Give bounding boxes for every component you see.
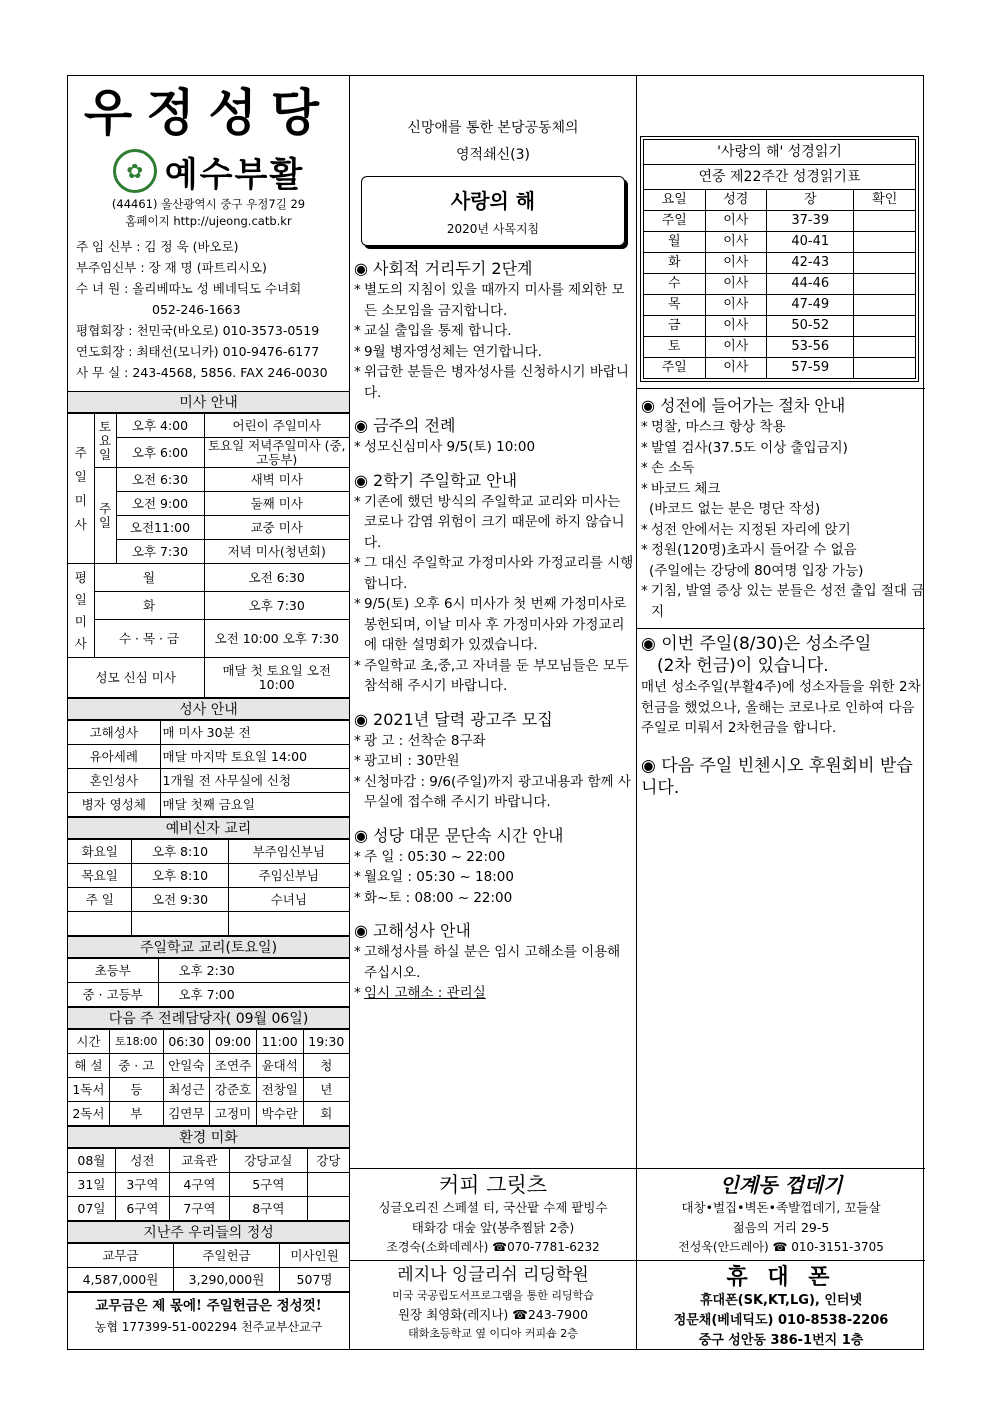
parish-logo-icon: ✿ [113, 149, 157, 193]
sacrament-info: 매달 마지막 토요일 14:00 [160, 745, 349, 769]
season-title: 예수부활 [164, 154, 305, 195]
pastoral-box [361, 176, 625, 246]
notice-block [350, 709, 636, 813]
env-cell: 3구역 [115, 1173, 169, 1197]
intro-line1: 신망애를 통한 본당공동체의 [407, 120, 579, 136]
ad-restaurant [637, 1172, 925, 1256]
offering-slogan: 교무금은 제 몫에! 주일헌금은 정성껏! [68, 1292, 349, 1319]
env-cell: 8구역 [230, 1197, 308, 1221]
ad-line: 원장 최영화(레지나) ☎243-7900 [397, 1307, 589, 1322]
offering-head: 미사인원 [280, 1244, 349, 1268]
bible-cell: 이사 [705, 232, 767, 253]
bible-cell [854, 295, 916, 316]
sacrament: 유아세례 [68, 745, 160, 769]
notice-heading: ◉ 2학기 주일학교 안내 [354, 470, 518, 490]
mass-name: 토요일 저녁주일미사 (중,고등부) [204, 438, 349, 468]
bible-reading-box [640, 136, 919, 382]
liturgy-cell: 최성근 [163, 1078, 210, 1102]
notice-heading: ◉ 고해성사 안내 [354, 921, 471, 940]
liturgy-head: 19:30 [303, 1030, 349, 1054]
notice-item: * 월요일 : 05:30 ~ 18:00 [354, 869, 514, 885]
school-level: 중 · 고등부 [68, 983, 158, 1007]
right-column [637, 76, 925, 1349]
entry-item: * 기침, 발열 증상 있는 분들은 성전 출입 절대 금지 [641, 583, 925, 620]
liturgy-cell: 윤대석 [256, 1054, 303, 1078]
env-head: 08월 [68, 1149, 115, 1173]
mass-time: 오후 6:00 [116, 438, 204, 468]
liturgy-cell: 2독서 [68, 1102, 109, 1126]
bible-cell: 금 [644, 316, 706, 337]
offering-head: 주일헌금 [173, 1244, 279, 1268]
bible-head: 성경 [705, 190, 767, 211]
ad-line: 미국 국공립도서프로그램을 통한 리딩학습 [392, 1289, 594, 1302]
env-cell: 31일 [68, 1173, 115, 1197]
liturgy-cell: 강준호 [210, 1078, 257, 1102]
notice-item: * 주일학교 초,중,고 자녀를 둔 부모님들은 모두 참석해 주시기 바랍니다. [354, 657, 629, 694]
weekday-time: 오전 6:30 [204, 564, 349, 592]
bible-head: 확인 [854, 190, 916, 211]
sacrament-info: 매 미사 30분 전 [160, 721, 349, 745]
bible-cell [854, 274, 916, 295]
notice-blocks [350, 258, 636, 1004]
ad-phone [637, 1263, 925, 1351]
bible-cell: 수 [644, 274, 706, 295]
env-cell [307, 1173, 349, 1197]
staff-row: 부주임신부 : 장 재 명 (파트리시오) [76, 260, 267, 275]
bible-cell: 이사 [705, 358, 767, 379]
notice-item: * 교실 출입을 통제 합니다. [354, 323, 512, 339]
class-teacher: 주임신부님 [228, 864, 349, 888]
catechumen-table [68, 839, 349, 936]
sacrament: 혼인성사 [68, 769, 160, 793]
bank-account: 농협 177399-51-002294 천주교부산교구 [94, 1320, 323, 1334]
bible-cell: 47-49 [767, 295, 854, 316]
bible-cell [854, 337, 916, 358]
staff-row: 052-246-1663 [152, 302, 241, 317]
env-cell: 7구역 [169, 1197, 229, 1221]
liturgy-head: 토18:00 [109, 1030, 163, 1054]
entry-procedure [637, 395, 925, 622]
notice-item: * 그 대신 주일학교 가정미사와 가정교리를 시행 합니다. [354, 555, 634, 592]
entry-heading: ◉ 성전에 들어가는 절차 안내 [641, 396, 846, 415]
notice-heading: ◉ 금주의 전례 [354, 416, 456, 435]
ad-line: 젊음의 거리 29-5 [732, 1220, 830, 1235]
ad-line: 중구 성안동 386-1번지 1층 [698, 1333, 864, 1348]
offering-title: 지난주 우리들의 정성 [68, 1221, 349, 1243]
notice-item: * 주 일 : 05:30 ~ 22:00 [354, 848, 506, 865]
bible-cell: 주일 [644, 358, 706, 379]
liturgy-table [68, 1029, 349, 1126]
middle-column [350, 76, 637, 1349]
env-head: 교육관 [169, 1149, 229, 1173]
entry-item: (바코드 없는 분은 명단 작성) [649, 501, 821, 517]
bible-cell: 이사 [705, 274, 767, 295]
notice-block [350, 920, 636, 1004]
vocation-body: 매년 성소주일(부활4주)에 성소자들을 위한 2차헌금을 했었으나, 올해는 코로나로 인하여 다음 주일로 미뤄서 2차헌금을 합니다. [641, 679, 921, 736]
bible-cell [854, 358, 916, 379]
vocation-heading: ◉ 이번 주일(8/30)은 성소주일 [641, 634, 872, 654]
mass-name: 교중 미사 [204, 516, 349, 540]
liturgy-cell: 조연주 [210, 1054, 257, 1078]
ad-line: 정문채(베네딕도) 010-8538-2206 [673, 1313, 889, 1328]
liturgy-head: 11:00 [256, 1030, 303, 1054]
bible-cell [854, 211, 916, 232]
homepage: 홈페이지 http://ujeong.catb.kr [125, 214, 292, 228]
mass-name: 둘째 미사 [204, 492, 349, 516]
ad-line: 조경숙(소화데레사) ☎070-7781-6232 [386, 1240, 600, 1254]
sunday-label: 주일 [94, 468, 116, 564]
weekday-mass-label: 평일미사 [68, 564, 94, 658]
bible-row [644, 295, 916, 316]
staff-row: 주 임 신부 : 김 정 욱 (바오로) [76, 239, 239, 254]
weekday: 월 [94, 564, 204, 592]
saturday-label: 토요일 [94, 414, 116, 468]
env-cell: 4구역 [169, 1173, 229, 1197]
bible-row [644, 211, 916, 232]
bible-cell: 57-59 [767, 358, 854, 379]
liturgy-cell: 년 [303, 1078, 349, 1102]
ad-line: 휴대폰(SK,KT,LG), 인터넷 [699, 1293, 863, 1308]
liturgy-cell: 안일숙 [163, 1054, 210, 1078]
sacrament-table [68, 720, 349, 817]
entry-item: * 성전 안에서는 지정된 자리에 앉기 [641, 521, 851, 538]
bible-cell [854, 253, 916, 274]
mass-time: 오후 7:30 [116, 540, 204, 564]
liturgy-cell: 해 설 [68, 1054, 109, 1078]
bible-cell [854, 316, 916, 337]
entry-item: * 발열 검사(37.5도 이상 출입금지) [641, 439, 848, 456]
ad-line: 대창•벌집•벽돈•족발껍데기, 꼬들살 [681, 1200, 881, 1215]
env-head: 강당교실 [230, 1149, 308, 1173]
mass-time: 오전 9:00 [116, 492, 204, 516]
bible-row [644, 337, 916, 358]
offering-head: 교무금 [68, 1244, 173, 1268]
sunday-mass-label: 주일미사 [68, 414, 94, 564]
vocation-heading: (2차 헌금)이 있습니다. [657, 656, 829, 676]
ad-title: 인계동 껍데기 [719, 1173, 843, 1197]
ad-line: 태화초등학교 옆 이디아 커피숍 2층 [408, 1327, 578, 1340]
notice-item: * 별도의 지침이 있을 때까지 미사를 제외한 모든 소모임을 금지합니다. [354, 282, 625, 319]
liturgy-cell: 전창일 [256, 1078, 303, 1102]
bible-row [644, 358, 916, 379]
weekday-time: 오후 7:30 [204, 592, 349, 620]
bible-cell: 화 [644, 253, 706, 274]
bible-cell: 주일 [644, 211, 706, 232]
vincent-notice [637, 755, 925, 799]
notice-item: * 9월 병자영성체는 연기합니다. [354, 343, 542, 360]
sacrament-info: 1개월 전 사무실에 신청 [160, 769, 349, 793]
class-teacher: 부주임신부님 [228, 840, 349, 864]
env-head: 강당 [307, 1149, 349, 1173]
catechumen-title: 예비신자 교리 [68, 817, 349, 839]
bible-cell: 이사 [705, 295, 767, 316]
vincent-heading: ◉ 다음 주일 빈첸시오 후원회비 받습니다. [641, 755, 913, 798]
env-table [68, 1148, 349, 1221]
entry-item: * 손 소독 [641, 460, 695, 476]
env-cell: 07일 [68, 1197, 115, 1221]
class-day: 주 일 [68, 888, 132, 912]
ad-title: 커피 그릿츠 [438, 1173, 548, 1197]
mass-table [68, 413, 349, 698]
env-cell [307, 1197, 349, 1221]
staff-list [68, 236, 349, 383]
notice-item: * 광 고 : 선착순 8구좌 [354, 732, 486, 749]
bible-cell: 토 [644, 337, 706, 358]
entry-item: (주일에는 강당에 80여명 입장 가능) [649, 562, 864, 579]
school-time: 오후 2:30 [158, 959, 349, 983]
mass-name: 저녁 미사(청년회) [204, 540, 349, 564]
liturgy-cell: 박수란 [256, 1102, 303, 1126]
mass-time: 오후 4:00 [116, 414, 204, 438]
bible-cell: 53-56 [767, 337, 854, 358]
liturgy-head: 시간 [68, 1030, 109, 1054]
notice-block [350, 415, 636, 458]
env-head: 성전 [115, 1149, 169, 1173]
notice-item: * 신청마감 : 9/6(주일)까지 광고내용과 함께 사무실에 접수해 주시기 바랍니다. [354, 773, 631, 810]
mass-time: 오전 6:30 [116, 468, 204, 492]
env-title: 환경 미화 [68, 1126, 349, 1148]
notice-block [350, 470, 636, 697]
entry-item: * 바코드 체크 [641, 480, 721, 497]
weekday: 화 [94, 592, 204, 620]
bible-subtitle: 연중 제22주간 성경읽기표 [643, 164, 916, 189]
mass-name: 어린이 주일미사 [204, 414, 349, 438]
mass-title: 미사 안내 [68, 391, 349, 413]
sunday-school-title: 주일학교 교리(토요일) [68, 936, 349, 958]
pastoral-title: 사랑의 해 [450, 189, 536, 213]
liturgy-cell: 중 · 고 [109, 1054, 163, 1078]
notice-item: * 광고비 : 30만원 [354, 753, 460, 769]
liturgy-cell: 등 [109, 1078, 163, 1102]
bible-row [644, 274, 916, 295]
notice-item: * 고해성사를 하실 분은 임시 고해소를 이용해 주십시오. [354, 944, 621, 981]
liturgy-head: 09:00 [210, 1030, 257, 1054]
bible-table [643, 189, 916, 379]
ad-title: 레지나 잉글리쉬 리딩학원 [397, 1265, 589, 1285]
liturgy-cell: 부 [109, 1102, 163, 1126]
ad-coffee [350, 1172, 636, 1256]
school-time: 오후 7:00 [158, 983, 349, 1007]
notice-item: * 9/5(토) 오후 6시 미사가 첫 번째 가정미사로 봉헌되며, 이날 미사 후 가정미사와 가정교리에 대한 설명회가 있겠습니다. [354, 596, 627, 653]
liturgy-cell: 김연무 [163, 1102, 210, 1126]
weekday: 수 · 목 · 금 [94, 620, 204, 658]
bible-cell: 목 [644, 295, 706, 316]
bible-cell: 이사 [705, 316, 767, 337]
left-column [68, 76, 350, 1349]
bible-cell: 42-43 [767, 253, 854, 274]
mass-time: 오전11:00 [116, 516, 204, 540]
school-level: 초등부 [68, 959, 158, 983]
class-day: 목요일 [68, 864, 132, 888]
bible-head: 요일 [644, 190, 706, 211]
bible-cell: 50-52 [767, 316, 854, 337]
liturgy-head: 06:30 [163, 1030, 210, 1054]
bible-row [644, 316, 916, 337]
offering-value: 4,587,000원 [68, 1268, 173, 1292]
entry-item: * 정원(120명)초과시 들어갈 수 없음 [641, 542, 857, 558]
notice-item: * 성모신심미사 9/5(토) 10:00 [354, 439, 536, 455]
bible-row [644, 253, 916, 274]
class-time: 오후 8:10 [132, 840, 228, 864]
notice-item: * 화~토 : 08:00 ~ 22:00 [354, 889, 513, 906]
logo-row [68, 146, 349, 196]
sacrament-info: 매달 첫째 금요일 [160, 793, 349, 817]
bible-cell [854, 232, 916, 253]
sacrament-title: 성사 안내 [68, 698, 349, 720]
bible-title: '사랑의 해' 성경읽기 [643, 139, 916, 164]
sacrament: 병자 영성체 [68, 793, 160, 817]
bible-cell: 44-46 [767, 274, 854, 295]
bible-head: 장 [767, 190, 854, 211]
pastoral-subtitle: 2020년 사목지침 [446, 222, 540, 236]
notice-heading: ◉ 성당 대문 문단속 시간 안내 [354, 825, 564, 845]
address: (44461) 울산광역시 중구 우정7길 29 [111, 197, 306, 211]
bible-row [644, 232, 916, 253]
liturgy-cell: 고정미 [210, 1102, 257, 1126]
class-time: 오전 9:30 [132, 888, 228, 912]
ad-line: 태화강 대숲 앞(봉추찜닭 2층) [411, 1220, 575, 1235]
mother-mass-time: 매달 첫 토요일 오전 10:00 [204, 658, 349, 698]
ad-academy [350, 1263, 636, 1343]
bulletin-page [67, 75, 924, 1350]
staff-row: 수 녀 원 : 올리베따노 성 베네딕도 수녀회 [76, 281, 302, 296]
offering-value: 3,290,000원 [173, 1268, 279, 1292]
bible-cell: 이사 [705, 211, 767, 232]
vocation-sunday [637, 633, 925, 739]
intro-line2: 영적쇄신(3) [456, 147, 530, 163]
notice-item: * 기존에 했던 방식의 주일학교 교리와 미사는 코로나 감염 위험이 크기 때문에 하지 않습니다. [354, 493, 625, 551]
parish-name: 우정성당 [83, 83, 334, 142]
liturgy-cell: 1독서 [68, 1078, 109, 1102]
sunday-school-table [68, 958, 349, 1007]
liturgy-title: 다음 주 전례담당자( 09월 06일) [68, 1007, 349, 1029]
sacrament: 고해성사 [68, 721, 160, 745]
weekday-time: 오전 10:00 오후 7:30 [204, 620, 349, 658]
notice-block [350, 825, 636, 909]
offering-table [68, 1243, 349, 1292]
entry-item: * 명찰, 마스크 항상 착용 [641, 419, 786, 435]
staff-row: 연도회장 : 최태선(모니카) 010-9476-6177 [76, 344, 320, 359]
staff-row: 평협회장 : 천민국(바오로) 010-3573-0519 [76, 323, 320, 338]
class-teacher: 수녀님 [228, 888, 349, 912]
bible-cell: 월 [644, 232, 706, 253]
staff-row: 사 무 실 : 243-4568, 5856. FAX 246-0030 [76, 365, 328, 380]
env-cell: 6구역 [115, 1197, 169, 1221]
notice-heading: ◉ 사회적 거리두기 2단계 [354, 259, 533, 278]
ad-line: 싱글오리진 스페셜 티, 국산팥 수제 팥빙수 [378, 1200, 608, 1215]
notice-heading: ◉ 2021년 달력 광고주 모집 [354, 709, 553, 729]
notice-block [350, 258, 636, 403]
bible-cell: 이사 [705, 253, 767, 274]
env-cell: 5구역 [230, 1173, 308, 1197]
class-time: 오후 8:10 [132, 864, 228, 888]
bible-cell: 40-41 [767, 232, 854, 253]
bible-cell: 37-39 [767, 211, 854, 232]
notice-item: * 임시 고해소 : 관리실 [354, 985, 486, 1001]
mother-mass: 성모 신심 미사 [68, 658, 204, 698]
notice-item: * 위급한 분들은 병자성사를 신청하시기 바랍니다. [354, 364, 629, 401]
offering-value: 507명 [280, 1268, 349, 1292]
ad-title: 휴 대 폰 [726, 1264, 836, 1290]
bible-cell: 이사 [705, 337, 767, 358]
liturgy-cell: 청 [303, 1054, 349, 1078]
class-day: 화요일 [68, 840, 132, 864]
ad-line: 전성욱(안드레아) ☎ 010-3151-3705 [678, 1240, 884, 1254]
mass-name: 새벽 미사 [204, 468, 349, 492]
liturgy-cell: 회 [303, 1102, 349, 1126]
